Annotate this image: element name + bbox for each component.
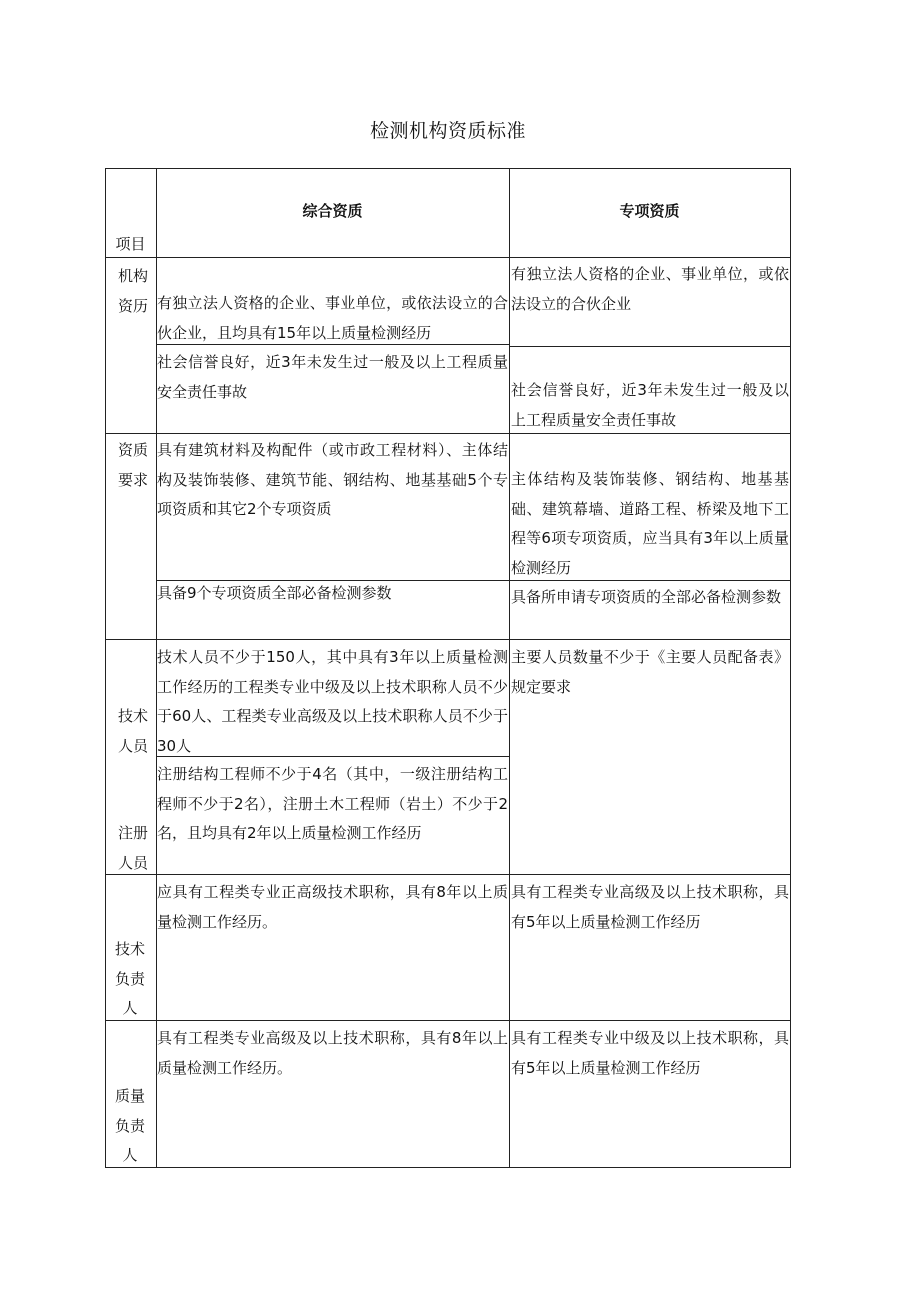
- row-label-registered: 注册人员: [117, 824, 148, 872]
- row-label-org-history: 机构资历: [117, 267, 148, 315]
- header-comprehensive: 综合资质: [302, 202, 363, 220]
- quality-lead-comprehensive: 具有工程类专业高级及以上技术职称，具有8年以上质量检测工作经历。: [157, 1029, 508, 1077]
- header-item: 项目: [115, 235, 146, 253]
- tech-staff-comprehensive: 技术人员不少于150人，其中具有3年以上质量检测工作经历的工程类专业中级及以上技术职称人员不少于60人、工程类专业高级及以上技术职称人员不少于30人: [157, 648, 508, 755]
- header-special: 专项资质: [619, 202, 680, 220]
- row-label-quality-lead: 质量负责人: [114, 1087, 145, 1164]
- org-history-comprehensive-1: 有独立法人资格的企业、事业单位，或依法设立的合伙企业，且均具有15年以上质量检测经历: [157, 294, 508, 342]
- row-label-tech-lead: 技术负责人: [114, 940, 145, 1017]
- qualification-comprehensive-1: 具有建筑材料及构配件（或市政工程材料）、主体结构及装饰装修、建筑节能、钢结构、地基基础5个专项资质和其它2个专项资质: [157, 441, 508, 518]
- tech-staff-special: 主要人员数量不少于《主要人员配备表》规定要求: [511, 648, 789, 696]
- tech-lead-comprehensive: 应具有工程类专业正高级技术职称，具有8年以上质量检测工作经历。: [157, 883, 508, 931]
- registered-comprehensive: 注册结构工程师不少于4名（其中，一级注册结构工程师不少于2名），注册土木工程师（岩土）不少于2名，且均具有2年以上质量检测工作经历: [157, 765, 508, 842]
- qualification-special-1: 主体结构及装饰装修、钢结构、地基基础、建筑幕墙、道路工程、桥梁及地下工程等6项专项资质，应当具有3年以上质量检测经历: [511, 470, 789, 577]
- qualification-comprehensive-2: 具备9个专项资质全部必备检测参数: [157, 584, 392, 602]
- qualification-special-2: 具备所申请专项资质的全部必备检测参数: [511, 588, 782, 606]
- page-title: 检测机构资质标准: [369, 120, 526, 142]
- row-label-qualification: 资质要求: [117, 441, 148, 489]
- org-history-special-2: 社会信誉良好，近3年未发生过一般及以上工程质量安全责任事故: [511, 381, 789, 429]
- row-label-tech-staff: 技术人员: [117, 707, 148, 755]
- org-history-comprehensive-2: 社会信誉良好，近3年未发生过一般及以上工程质量安全责任事故: [157, 353, 508, 401]
- tech-lead-special: 具有工程类专业高级及以上技术职称，具有5年以上质量检测工作经历: [511, 883, 789, 931]
- quality-lead-special: 具有工程类专业中级及以上技术职称，具有5年以上质量检测工作经历: [511, 1029, 789, 1077]
- org-history-special-1: 有独立法人资格的企业、事业单位，或依法设立的合伙企业: [511, 265, 789, 313]
